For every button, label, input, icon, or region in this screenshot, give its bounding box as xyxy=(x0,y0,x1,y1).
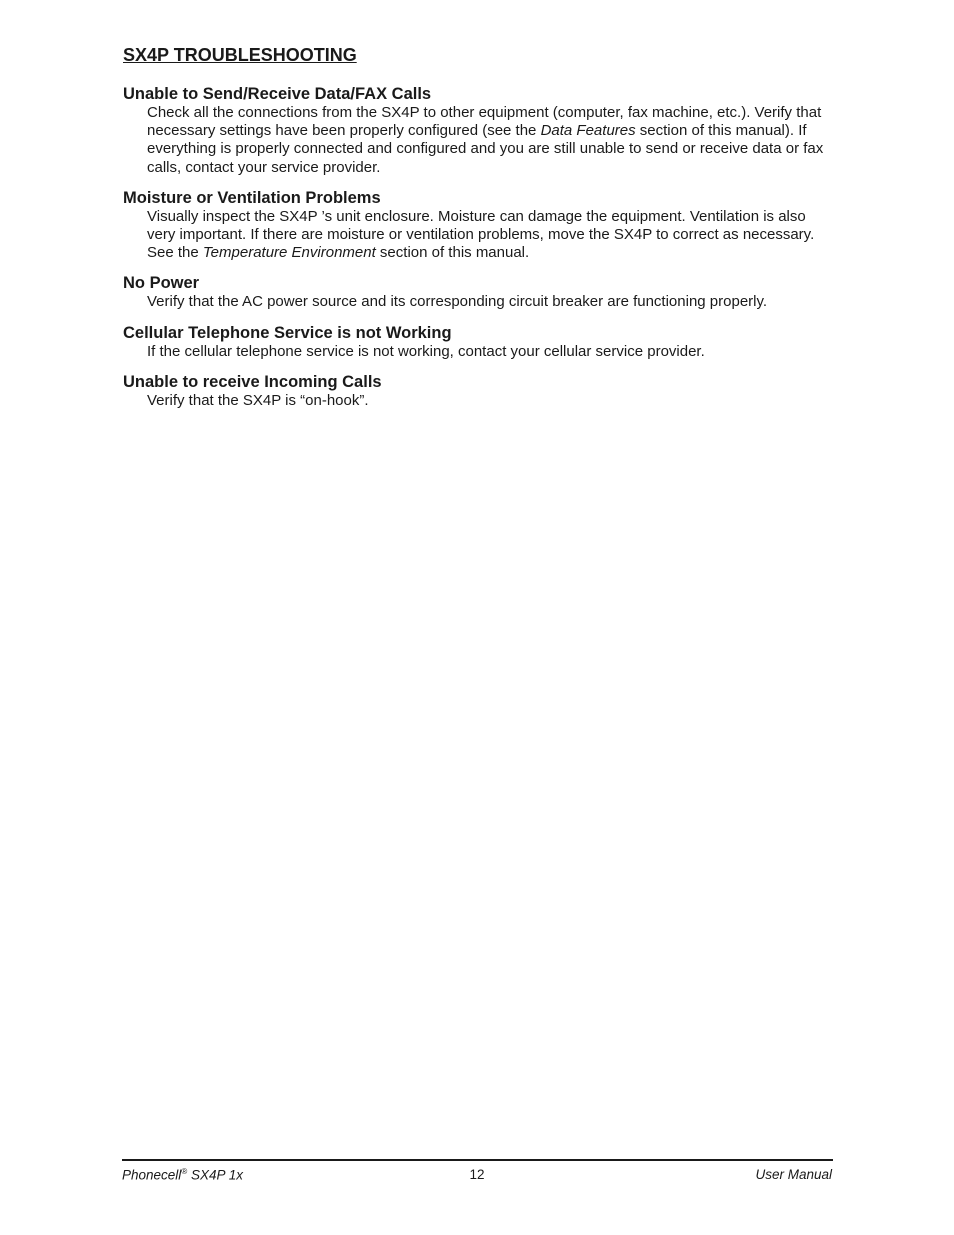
registered-mark: ® xyxy=(181,1167,188,1176)
section-send-receive xyxy=(123,84,833,177)
footer-divider xyxy=(122,1159,833,1161)
section-moisture-ventilation xyxy=(123,188,833,263)
section-heading: Moisture or Ventilation Problems xyxy=(123,188,381,207)
section-body: If the cellular telephone service is not working, contact your cellular service provider. xyxy=(147,342,705,360)
body-emphasis: Temperature Environment xyxy=(202,244,376,262)
section-no-power xyxy=(123,273,833,311)
troubleshooting-content xyxy=(123,84,833,421)
body-text: section of this manual). If everything is properly connected and configured and you are still unable to send or receive data or fax calls, contact your service provider. xyxy=(147,122,824,176)
footer-product-name: Phonecell xyxy=(122,1167,182,1183)
section-heading: Cellular Telephone Service is not Working xyxy=(123,323,452,342)
page-title: SX4P TROUBLESHOOTING xyxy=(123,45,357,65)
footer-product-model: SX4P 1x xyxy=(187,1167,243,1183)
section-heading: Unable to receive Incoming Calls xyxy=(123,372,382,391)
footer-product xyxy=(122,1167,243,1183)
section-body xyxy=(147,104,833,177)
body-text: section of this manual. xyxy=(375,244,530,262)
section-cellular-service xyxy=(123,323,833,361)
body-text: Check all the connections from the SX4P to other equipment (computer, fax machine, etc.). Verify that necessary settings have been properly configured (see the xyxy=(147,104,822,140)
body-text: Visually inspect the SX4P ’s unit enclosure. Moisture can damage the equipment. Ventilation is also very important. If there are moisture or ventilation problems, move the SX4P to correct as necessary. See the xyxy=(147,207,815,262)
section-heading: No Power xyxy=(123,274,200,293)
section-body xyxy=(147,208,833,263)
body-emphasis: Data Features xyxy=(540,122,636,140)
page-number: 12 xyxy=(469,1167,485,1182)
section-incoming-calls xyxy=(123,372,833,410)
section-body: Verify that the SX4P is “on-hook”. xyxy=(147,391,369,409)
section-body: Verify that the AC power source and its corresponding circuit breaker are functioning properly. xyxy=(147,293,768,311)
footer-doc-type: User Manual xyxy=(755,1167,832,1182)
section-heading: Unable to Send/Receive Data/FAX Calls xyxy=(123,85,432,103)
